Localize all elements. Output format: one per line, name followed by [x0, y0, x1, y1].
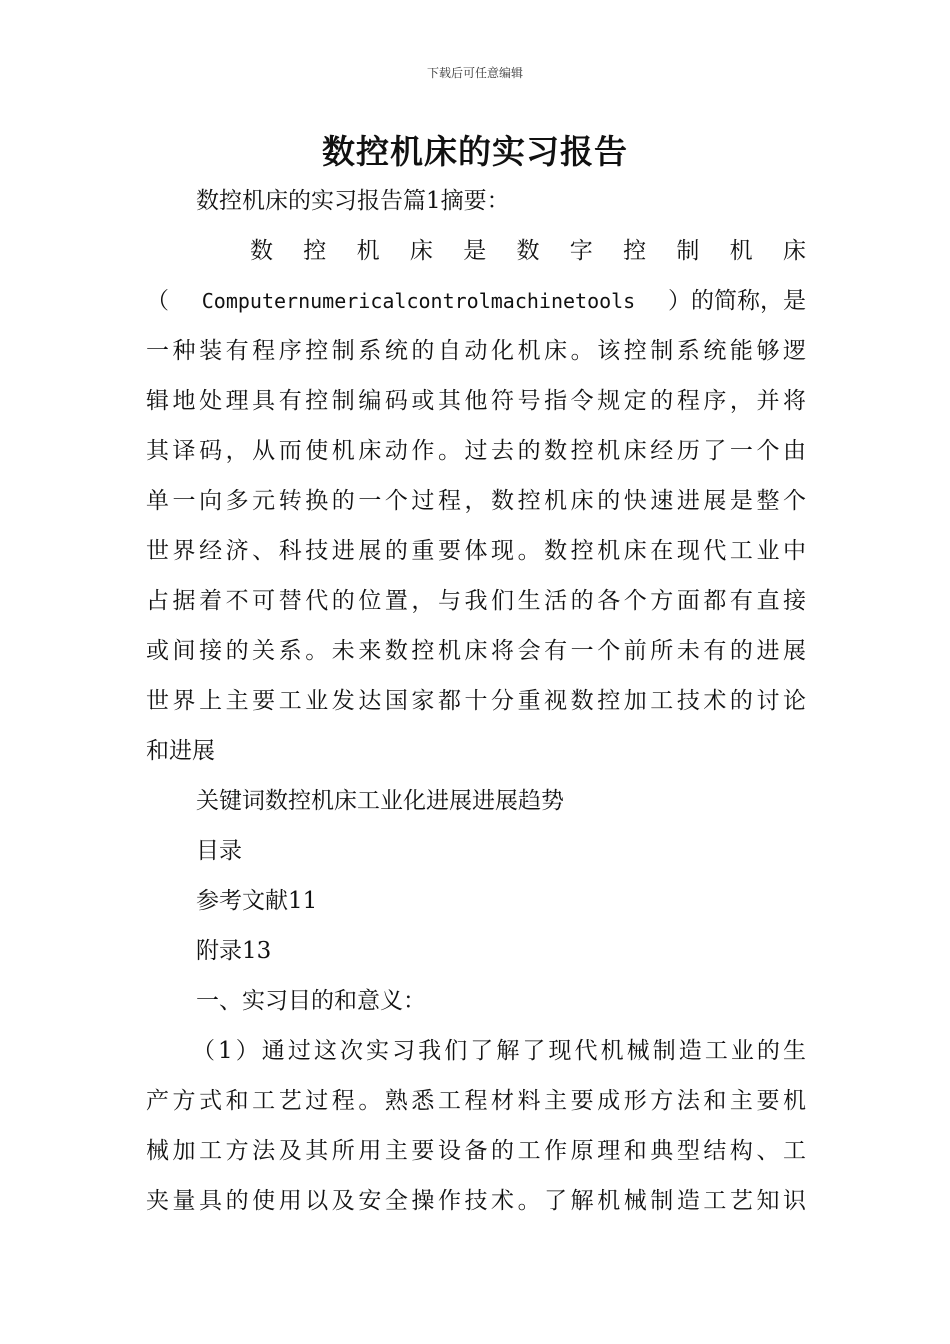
abstract-paren-open: （	[146, 288, 169, 314]
section-line: 械加工方法及其所用主要设备的工作原理和典型结构、工	[146, 1138, 806, 1164]
section-line: （1）通过这次实习我们了解了现代机械制造工业的生	[192, 1038, 806, 1064]
section-line: 夹量具的使用以及安全操作技术。了解机械制造工艺知识	[146, 1188, 806, 1214]
header-note: 下载后可任意编辑	[426, 66, 523, 80]
toc-references: 参考文献11	[196, 888, 318, 914]
abstract-line: 世界经济、科技进展的重要体现。数控机床在现代工业中	[146, 538, 806, 564]
toc-appendix: 附录13	[196, 938, 272, 964]
abstract-char: 床	[782, 238, 806, 264]
abstract-first-line	[146, 226, 806, 276]
section-intro: 数控机床的实习报告篇1摘要：	[196, 188, 510, 214]
abstract-char: 机	[729, 238, 753, 264]
abstract-char: 数	[250, 238, 273, 264]
abstract-char: 控	[303, 238, 327, 264]
abstract-line: 或间接的关系。未来数控机床将会有一个前所未有的进展	[146, 638, 806, 664]
abstract-char: 控	[623, 238, 647, 264]
abstract-english-term: Computernumericalcontrolmachinetools	[201, 289, 636, 313]
abstract-last-line: 和进展	[146, 738, 215, 764]
abstract-char: 字	[569, 238, 593, 264]
abstract-paren-close: ）的简称，是	[667, 288, 806, 314]
abstract-char: 数	[516, 238, 540, 264]
document-title: 数控机床的实习报告	[322, 132, 628, 171]
abstract-line: 单一向多元转换的一个过程，数控机床的快速进展是整个	[146, 488, 806, 514]
abstract-line: 占据着不可替代的位置，与我们生活的各个方面都有直接	[146, 588, 806, 614]
abstract-line: 辑地处理具有控制编码或其他符号指令规定的程序，并将	[146, 388, 806, 414]
document-body	[146, 176, 806, 1226]
abstract-char: 是	[463, 238, 487, 264]
keywords: 关键词数控机床工业化进展进展趋势	[196, 788, 564, 814]
abstract-line-2	[146, 276, 806, 326]
abstract-char: 床	[409, 238, 433, 264]
section-line: 产方式和工艺过程。熟悉工程材料主要成形方法和主要机	[146, 1088, 806, 1114]
abstract-line: 一种装有程序控制系统的自动化机床。该控制系统能够逻	[146, 338, 806, 364]
abstract-char: 机	[356, 238, 380, 264]
abstract-char: 制	[676, 238, 700, 264]
toc-heading: 目录	[196, 838, 242, 864]
abstract-line: 世界上主要工业发达国家都十分重视数控加工技术的讨论	[146, 688, 806, 714]
abstract-line: 其译码，从而使机床动作。过去的数控机床经历了一个由	[146, 438, 806, 464]
section-heading: 一、实习目的和意义：	[196, 988, 426, 1014]
